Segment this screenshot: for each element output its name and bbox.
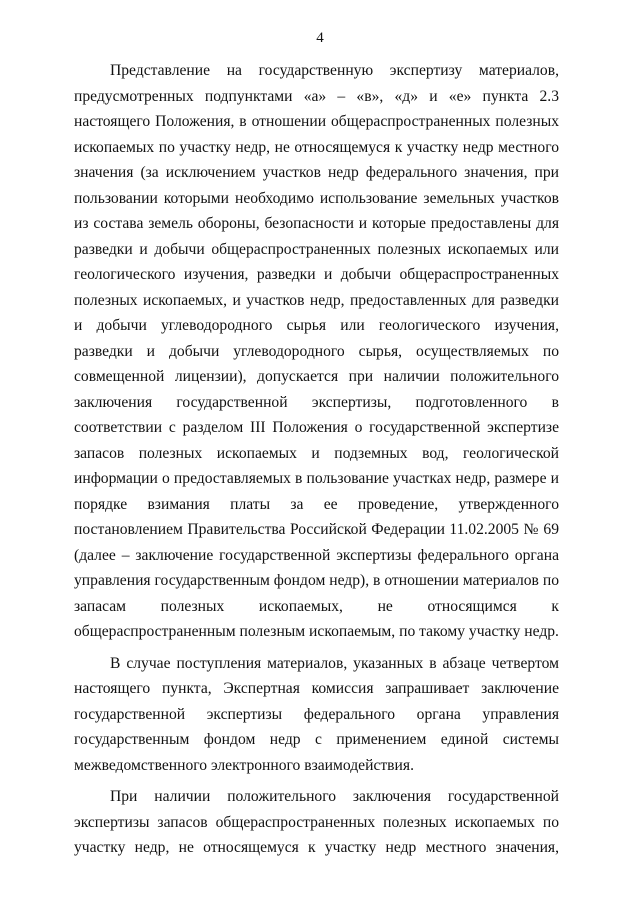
page-number: 4 <box>316 30 324 46</box>
document-body <box>74 58 559 861</box>
paragraph-3: При наличии положительного заключения государственной экспертизы запасов общераспространенных полезных ископаемых по участку недр, не относящемуся к участку недр местного значения, <box>74 788 559 856</box>
paragraph-1: Представление на государственную экспертизу материалов, предусмотренных подпунктами «а» – «в», «д» и «е» пункта 2.3 настоящего Положения, в отношении общераспространенных полезных ископаемых по участку недр, не относящемуся к участку недр местного значения (за исключением участков недр федерального значения, при пользовании которыми необходимо использование земельных участков из состава земель обороны, безопасности и которые предоставлены для разведки и добычи общераспространенных полезных ископаемых или геологического изучения, разведки и добычи общераспространенных полезных ископаемых, и участков недр, предоставленных для разведки и добычи углеводородного сырья или геологического изучения, разведки и добычи углеводородного сырья, осуществляемых по совмещенной лицензии), допускается при наличии положительного заключения государственной экспертизы, подготовленного в соответствии с разделом III Положения о государственной экспертизе запасов полезных ископаемых и подземных вод, геологической информации о предоставляемых в пользование участках недр, размере и порядке взимания платы за ее проведение, утвержденного постановлением Правительства Российской Федерации 11.02.2005 № 69 (далее – заключение государственной экспертизы федерального органа управления государственным фондом недр), в отношении материалов по запасам полезных ископаемых, не относящимся к общераспространенным полезным ископаемым, по такому участку недр. <box>74 62 559 640</box>
paragraph-2: В случае поступления материалов, указанных в абзаце четвертом настоящего пункта, Экспертная комиссия запрашивает заключение государственной экспертизы федерального органа управления государственным фондом недр с применением единой системы межведомственного электронного взаимодействия. <box>74 654 559 774</box>
